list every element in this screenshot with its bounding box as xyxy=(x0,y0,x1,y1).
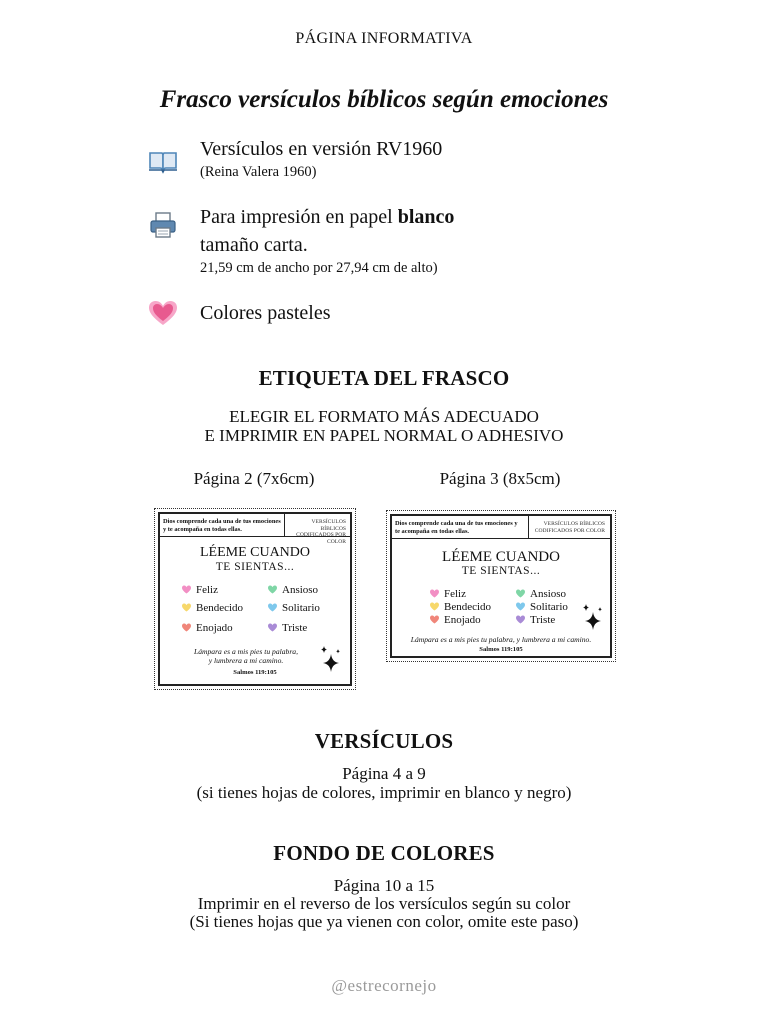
feature-version-note: (Reina Valera 1960) xyxy=(200,164,317,180)
emotion-solitario: Solitario xyxy=(268,602,320,614)
card-verse: Lámpara es a mis pies tu palabra, y lumbrera a mi camino. xyxy=(410,635,592,644)
label-section-heading: ETIQUETA DEL FRASCO xyxy=(258,366,510,390)
red-heart-icon xyxy=(182,623,191,632)
emotion-enojado: Enojado xyxy=(182,622,233,634)
emotion-bendecido: Bendecido xyxy=(430,601,491,613)
page-label: PÁGINA INFORMATIVA xyxy=(295,30,473,47)
card-header-tag: VERSÍCULOS BÍBLICOS CODIFICADOS POR COLOR xyxy=(534,521,605,534)
yellow-heart-icon xyxy=(182,603,191,612)
label-section-line2: E IMPRIMIR EN PAPEL NORMAL O ADHESIVO xyxy=(204,426,564,445)
pink-heart-icon xyxy=(182,585,191,594)
colors-note: (Si tienes hojas que ya vienen con color, omite este paso) xyxy=(189,912,579,931)
card-title: LÉEME CUANDO xyxy=(442,549,560,565)
card-verse: Lámpara es a mis pies tu palabra, y lumbrera a mi camino. xyxy=(194,647,298,665)
card-subtitle: TE SIENTAS... xyxy=(461,565,541,577)
colors-instruction: Imprimir en el reverso de los versículos según su color xyxy=(197,894,571,913)
label-card-frame xyxy=(390,514,612,658)
blue-heart-icon xyxy=(268,603,277,612)
colors-pages: Página 10 a 15 xyxy=(333,876,435,895)
book-icon xyxy=(148,146,178,176)
feature-paper-size: tamaño carta. xyxy=(200,234,308,256)
page3-caption: Página 3 (8x5cm) xyxy=(439,469,561,488)
purple-heart-icon xyxy=(516,615,525,624)
page2-caption: Página 2 (7x6cm) xyxy=(193,469,315,488)
card-reference: Salmos 119:105 xyxy=(233,669,277,676)
printer-icon xyxy=(148,210,178,240)
emotion-triste: Triste xyxy=(268,622,307,634)
feature-paper-note: 21,59 cm de ancho por 27,94 cm de alto) xyxy=(200,260,438,276)
colors-heading: FONDO DE COLORES xyxy=(273,841,495,865)
verses-note: (si tienes hojas de colores, imprimir en blanco y negro) xyxy=(196,783,572,802)
emotion-feliz: Feliz xyxy=(430,588,466,600)
red-heart-icon xyxy=(430,615,439,624)
card-header-divider xyxy=(284,514,285,536)
label-section-line1: ELEGIR EL FORMATO MÁS ADECUADO xyxy=(229,407,539,426)
emotion-triste: Triste xyxy=(516,614,555,626)
card-subtitle: TE SIENTAS... xyxy=(215,561,295,573)
sparkle-icon xyxy=(320,646,342,672)
label-card-8x5 xyxy=(386,510,616,662)
emotion-ansioso: Ansioso xyxy=(268,584,318,596)
page-title: Frasco versículos bíblicos según emociones xyxy=(159,86,609,113)
emotion-enojado: Enojado xyxy=(430,614,481,626)
author-handle: @estrecornejo xyxy=(331,976,437,995)
feature-colors-title: Colores pasteles xyxy=(200,302,331,324)
label-card-7x6 xyxy=(154,508,356,690)
verses-pages: Página 4 a 9 xyxy=(342,764,426,783)
card-title: LÉEME CUANDO xyxy=(199,545,311,560)
feature-paper-title: Para impresión en papel blanco xyxy=(200,206,455,228)
verses-heading: VERSÍCULOS xyxy=(314,729,454,753)
card-reference: Salmos 119:105 xyxy=(479,646,523,653)
green-heart-icon xyxy=(268,585,277,594)
card-header-text: Dios comprende cada una de tus emociones y te acompaña en todas ellas. xyxy=(163,518,281,533)
pink-heart-icon xyxy=(430,589,439,598)
card-header-rule xyxy=(160,536,350,537)
sparkle-icon xyxy=(582,604,604,630)
card-header-text: Dios comprende cada una de tus emociones y te acompaña en todas ellas. xyxy=(395,520,518,535)
blue-heart-icon xyxy=(516,602,525,611)
label-card-frame xyxy=(158,512,352,686)
feature-version-title: Versículos en versión RV1960 xyxy=(200,138,443,160)
purple-heart-icon xyxy=(268,623,277,632)
card-header-rule xyxy=(392,538,610,539)
emotion-feliz: Feliz xyxy=(182,584,218,596)
heart-icon xyxy=(148,298,178,328)
yellow-heart-icon xyxy=(430,602,439,611)
emotion-solitario: Solitario xyxy=(516,601,568,613)
green-heart-icon xyxy=(516,589,525,598)
card-header-tag: VERSÍCULOS BÍBLICOS CODIFICADOS POR COLOR xyxy=(296,519,346,545)
emotion-bendecido: Bendecido xyxy=(182,602,243,614)
emotion-ansioso: Ansioso xyxy=(516,588,566,600)
card-header-divider xyxy=(528,516,529,538)
